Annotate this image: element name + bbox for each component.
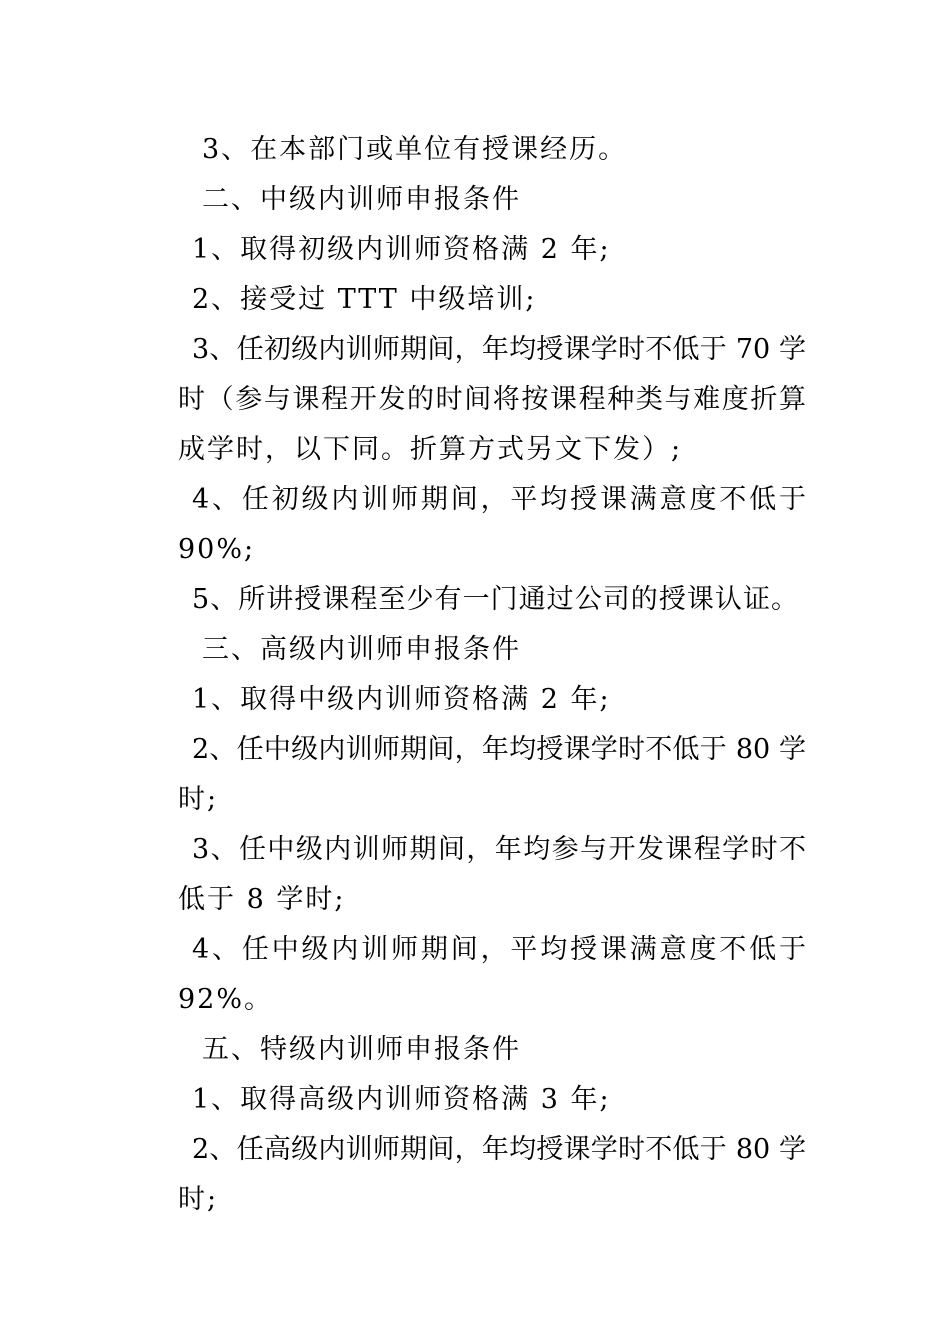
text-line-6: 时（参与课程开发的时间将按课程种类与难度折算 <box>178 384 806 415</box>
text-line-5: 3、任初级内训师期间，年均授课学时不低于 70 学 <box>192 334 806 365</box>
text-line-10: 5、所讲授课程至少有一门通过公司的授课认证。 <box>192 584 798 615</box>
text-line-20: 1、取得高级内训师资格满 3 年; <box>192 1084 611 1115</box>
text-line-13: 2、任中级内训师期间，年均授课学时不低于 80 学 <box>192 734 806 765</box>
text-line-17: 4、任中级内训师期间，平均授课满意度不低于 <box>192 934 806 965</box>
text-line-1: 3、在本部门或单位有授课经历。 <box>202 134 628 165</box>
text-line-18: 92%。 <box>178 984 274 1015</box>
text-line-7: 成学时，以下同。折算方式另文下发）; <box>178 434 683 465</box>
text-line-16: 低于 8 学时; <box>178 884 346 915</box>
text-line-14: 时; <box>178 784 219 815</box>
text-line-3: 1、取得初级内训师资格满 2 年; <box>192 234 611 265</box>
text-line-4: 2、接受过 TTT 中级培训; <box>192 284 537 315</box>
text-line-21: 2、任高级内训师期间，年均授课学时不低于 80 学 <box>192 1134 806 1165</box>
text-line-12: 1、取得中级内训师资格满 2 年; <box>192 684 611 715</box>
section-heading-intermediate: 二、中级内训师申报条件 <box>202 184 521 215</box>
text-line-8: 4、任初级内训师期间，平均授课满意度不低于 <box>192 484 806 515</box>
section-heading-special: 五、特级内训师申报条件 <box>202 1034 521 1065</box>
text-line-22: 时; <box>178 1184 219 1215</box>
section-heading-senior: 三、高级内训师申报条件 <box>202 634 521 665</box>
text-line-15: 3、任中级内训师期间，年均参与开发课程学时不 <box>192 834 806 865</box>
text-line-9: 90%; <box>178 534 256 565</box>
